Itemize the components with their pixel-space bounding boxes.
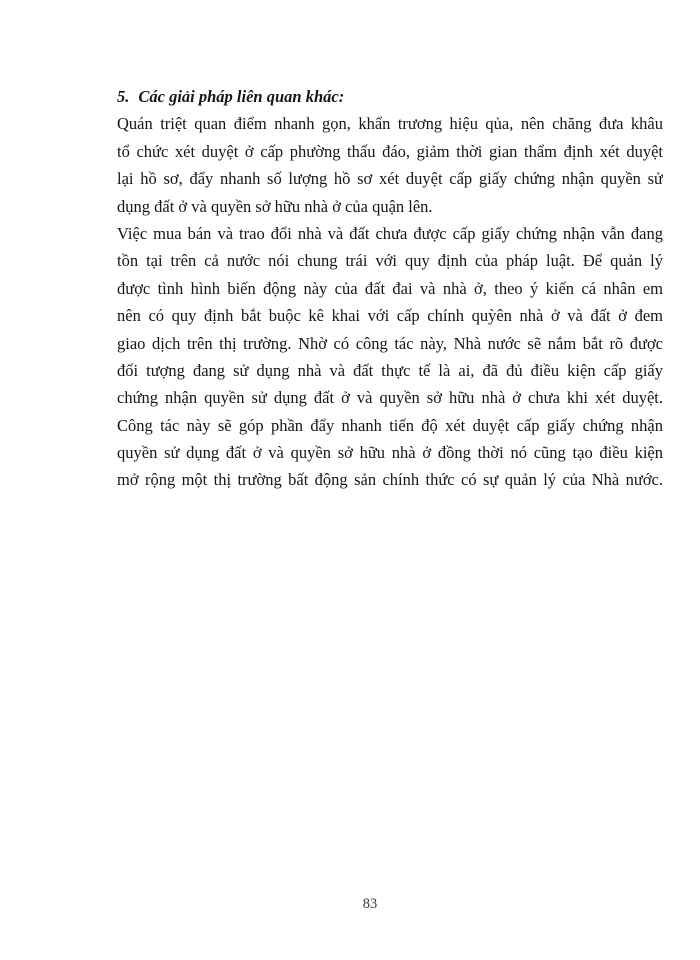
text-line: mở rộng một thị trường bất động sản chính thức có sự quản lý của Nhà nước. (117, 470, 663, 490)
text-line: Việc mua bán và trao đổi nhà và đất chưa được cấp giấy chứng nhận vẫn đang (117, 223, 663, 243)
text-line: nên có quy định bắt buộc kê khai với cấp chính quỳên nhà ở và đất ở đem (117, 306, 663, 326)
text-line: tồn tại trên cả nước nói chung trái với quy định của pháp luật. Để quản lý (117, 251, 663, 271)
text-line: lại hồ sơ, đẩy nhanh số lượng hồ sơ xét duyệt cấp giấy chứng nhận quyền sử (117, 169, 663, 189)
heading-number: 5. (117, 87, 130, 106)
text-line: chứng nhận quyền sử dụng đất ở và quyền sở hữu nhà ở chưa khi xét duyệt. (117, 388, 663, 408)
text-line: Công tác này sẽ góp phần đẩy nhanh tiến độ xét duyệt cấp giấy chứng nhận (117, 415, 663, 435)
text-line: dụng đất ở và quyền sở hữu nhà ở của quận lên. (117, 196, 433, 216)
paragraph-1 (117, 110, 663, 220)
page-number: 83 (362, 896, 378, 912)
heading-title: Các giải pháp liên quan khác: (138, 87, 345, 106)
text-line: quyền sử dụng đất ở và quyền sở hữu nhà ở đồng thời nó cũng tạo điều kiện (117, 443, 663, 463)
paragraph-2 (117, 220, 663, 494)
text-line: đối tượng đang sử dụng nhà và đất thực tế là ai, đã đủ điều kiện cấp giấy (117, 360, 663, 380)
text-line: giao dịch trên thị trường. Nhờ có công tác này, Nhà nước sẽ nắm bắt rõ được (117, 333, 663, 353)
text-content (117, 83, 663, 494)
section-heading (117, 83, 663, 110)
text-line: được tình hình biến động này của đất đai và nhà ở, theo ý kiến cá nhân em (117, 278, 663, 298)
text-line: Quán triệt quan điểm nhanh gọn, khẩn trương hiệu qủa, nên chăng đưa khâu (117, 114, 663, 134)
text-line: tổ chức xét duyệt ở cấp phường thấu đáo, giảm thời gian thẩm định xét duyệt (117, 141, 663, 161)
